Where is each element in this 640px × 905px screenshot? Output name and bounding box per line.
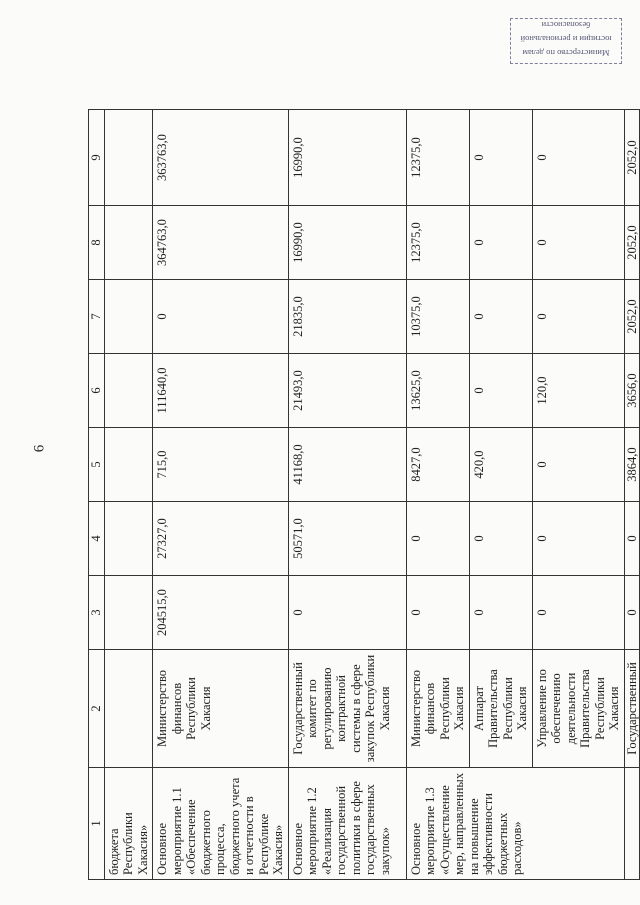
- column-header: 2: [89, 650, 105, 768]
- value-cell: 120,0: [532, 354, 624, 428]
- value-cell: 0: [532, 280, 624, 354]
- activity-cell: [624, 768, 640, 880]
- executor-cell: Аппарат Правительства Республики Хакасия: [469, 650, 532, 768]
- value-cell: 16990,0: [288, 206, 406, 280]
- table-row: [153, 110, 289, 880]
- value-cell: 21835,0: [288, 280, 406, 354]
- value-cell: 0: [532, 576, 624, 650]
- value-cell: 41168,0: [288, 428, 406, 502]
- value-cell: 0: [624, 576, 640, 650]
- table-row-cut: [624, 110, 640, 880]
- value-cell: 0: [532, 428, 624, 502]
- executor-cell: Государственный комитет по регулированию контрактной системы в сфере закупок Республики Хакасия: [288, 650, 406, 768]
- value-cell: 0: [288, 576, 406, 650]
- value-cell: 420,0: [469, 428, 532, 502]
- value-cell: 364763,0: [153, 206, 289, 280]
- value-cell: 204515,0: [153, 576, 289, 650]
- table-row: [532, 110, 624, 880]
- value-cell: 0: [469, 280, 532, 354]
- value-cell: 8427,0: [406, 428, 469, 502]
- value-cell: 0: [532, 110, 624, 206]
- value-cell: 50571,0: [288, 502, 406, 576]
- value-cell: 0: [406, 576, 469, 650]
- value-cell: 0: [469, 576, 532, 650]
- value-cell: 10375,0: [406, 280, 469, 354]
- value-cell: 2052,0: [624, 280, 640, 354]
- value-cell: 2052,0: [624, 110, 640, 206]
- stamp-line: безопасности: [541, 20, 591, 30]
- rotated-table-container: [88, 110, 639, 880]
- value-cell: 12375,0: [406, 206, 469, 280]
- value-cell: 0: [532, 502, 624, 576]
- page-number: 6: [31, 444, 48, 453]
- column-header: 4: [89, 502, 105, 576]
- activity-cell: Основное мероприятие 1.2 «Реализация государственной политики в сфере государственных закупок»: [288, 768, 406, 880]
- value-cell: 12375,0: [406, 110, 469, 206]
- executor-cell: Государственный: [624, 650, 640, 768]
- value-cell: 715,0: [153, 428, 289, 502]
- column-header: 1: [89, 768, 105, 880]
- value-cell: 27327,0: [153, 502, 289, 576]
- column-header: 5: [89, 428, 105, 502]
- activity-cell: Основное мероприятие 1.1 «Обеспечение бюджетного процесса, бюджетного учета и отчетности в Республике Хакасия»: [153, 768, 289, 880]
- continued-cell: бюджета Республики Хакасия»: [104, 768, 153, 880]
- value-cell: 3864,0: [624, 428, 640, 502]
- executor-cell: Министерство финансов Республики Хакасия: [153, 650, 289, 768]
- budget-table: [88, 109, 640, 880]
- value-cell: 0: [469, 206, 532, 280]
- executor-cell: Министерство финансов Республики Хакасия: [406, 650, 469, 768]
- column-header: 8: [89, 206, 105, 280]
- column-header: 3: [89, 576, 105, 650]
- value-cell: 0: [469, 354, 532, 428]
- column-header: 7: [89, 280, 105, 354]
- value-cell: 0: [153, 280, 289, 354]
- column-header: 9: [89, 110, 105, 206]
- stamp-line: юстиции и региональной: [520, 34, 612, 44]
- header-row: [89, 110, 105, 880]
- continued-row: [104, 110, 153, 880]
- table-row: [406, 110, 469, 880]
- stamp-line: Министерство по делам: [522, 48, 610, 58]
- value-cell: 363763,0: [153, 110, 289, 206]
- value-cell: 2052,0: [624, 206, 640, 280]
- table-row: [469, 110, 532, 880]
- value-cell: 111640,0: [153, 354, 289, 428]
- table-row: [288, 110, 406, 880]
- registration-stamp: [510, 18, 622, 64]
- activity-cell: Основное мероприятие 1.3 «Осуществление мер, направленных на повышение эффективности бюджетных расходов»: [406, 768, 624, 880]
- value-cell: 0: [406, 502, 469, 576]
- value-cell: 3656,0: [624, 354, 640, 428]
- value-cell: 0: [532, 206, 624, 280]
- executor-cell: Управление по обеспечению деятельности Правительства Республики Хакасия: [532, 650, 624, 768]
- value-cell: 0: [469, 110, 532, 206]
- value-cell: 21493,0: [288, 354, 406, 428]
- value-cell: 16990,0: [288, 110, 406, 206]
- value-cell: 0: [624, 502, 640, 576]
- value-cell: 13625,0: [406, 354, 469, 428]
- column-header: 6: [89, 354, 105, 428]
- value-cell: 0: [469, 502, 532, 576]
